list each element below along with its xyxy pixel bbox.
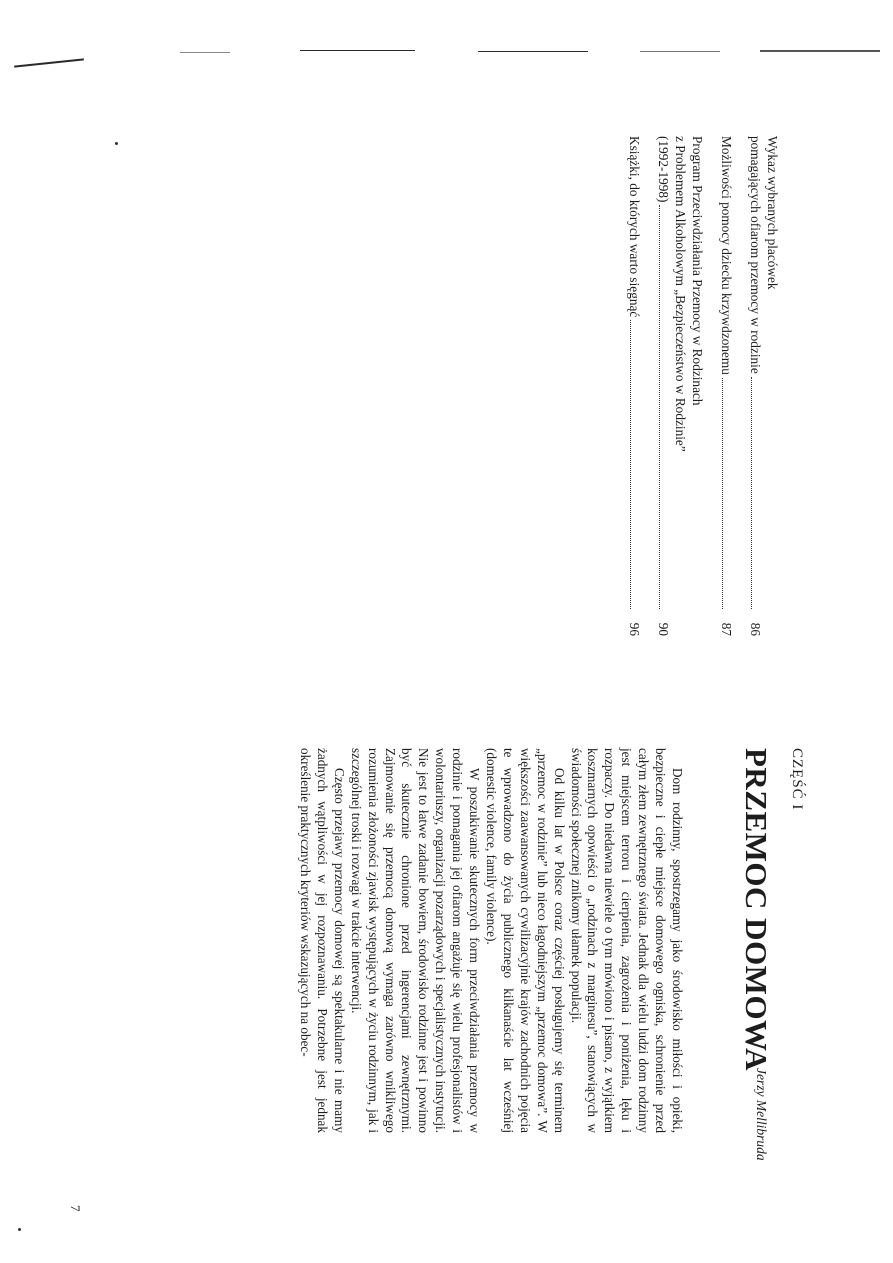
paragraph: Dom rodzinny, spostrzegamy jako środowisko miłości i opieki, bezpieczne i ciepłe miejsce domowego ogniska, schronienie przed całym złem zewnętrznego świata. Jednak dla wielu ludzi dom rodzinny jest miejscem terroru i cierpienia, zagrożenia i poniżenia, lęku i rozpaczy. Do niedawna niewiele o tym mówiono i pisano, z wyjątkiem koszmarnych opowieści o „rodzinach z marginesu”, stanowiących w świadomości społecznej znikomy ułamek populacji. — [568, 748, 685, 1133]
toc-entry[interactable] — [655, 136, 706, 636]
toc-entry-line: pomagających ofiarom przemocy w rodzinie — [748, 136, 763, 374]
toc-page-number: 86 — [748, 622, 763, 636]
toc-entry-line: (1992-1998) — [656, 136, 671, 203]
toc-page-number: 87 — [719, 622, 734, 636]
toc-entry-line: Wykaz wybranych placówek — [765, 136, 780, 290]
body-text — [296, 748, 685, 1133]
toc-entry[interactable] — [626, 136, 643, 636]
toc-page-number: 96 — [627, 622, 642, 636]
page-number: 7 — [68, 1205, 83, 1212]
paragraph: W poszukiwanie skutecznych form przeciwdziałania przemocy w rodzinie i pomagania jej ofiarom angażuje się wielu profesjonalistów i wolontariuszy, organizacji pozarządowych i specjalistycznych instytucji. Nie jest to łatwe zadanie bowiem, środowisko rodzinne jest i powinno być skutecznie chronione przed ingerencjami zewnętrznymi. Zajmowanie się przemocą domową wymaga zarówno wnikliwego rozumienia złożoności zjawisk występujących w życiu rodzinnym, jak i szczególnej troski i rozwagi w trakcie interwencji. — [348, 748, 483, 1133]
toc-entry-line: Program Przeciwdziałania Przemocy w Rodzinach — [690, 136, 705, 406]
table-of-contents — [614, 136, 781, 636]
author-name: Jerzy Mellibruda — [754, 1068, 769, 1161]
toc-entry-line: Książki, do których warto sięgnąć — [627, 136, 642, 318]
paragraph: Od kilku lat w Polsce coraz częściej posługujemy się terminem „przemoc w rodzinie” lub nieco łagodniejszym „przemoc domowa”. W większości zaawansowanych cywilizacyjnie krajów zachodnich pojęcia te wprowadzono do życia publicznego kilkanaście lat wcześniej (domestic violence, family violence). — [484, 748, 567, 1133]
part-label: CZĘŚĆ I — [789, 748, 805, 811]
toc-leader-dots — [630, 320, 631, 609]
toc-leader-dots — [659, 205, 660, 609]
toc-leader-dots — [722, 378, 723, 609]
chapter-title: PRZEMOC DOMOWA — [739, 748, 774, 1072]
toc-page-number: 90 — [656, 622, 671, 636]
toc-entry[interactable] — [718, 136, 735, 636]
toc-leader-dots — [751, 377, 752, 609]
chapter-header — [738, 748, 805, 1133]
toc-entry-line: Możliwości pomocy dziecku krzywdzonemu — [719, 136, 734, 375]
toc-entry-line: z Problemem Alkoholowym „Bezpieczeństwo w Rodzinie” — [673, 136, 688, 452]
paragraph: Często przejawy przemocy domowej są spektakularne i nie mamy żadnych wątpliwości w jej rozpoznawaniu. Potrzebne jest jednak określenie praktycznych kryteriów wskazujących na obec- — [298, 748, 347, 1133]
toc-entry[interactable] — [747, 136, 781, 636]
